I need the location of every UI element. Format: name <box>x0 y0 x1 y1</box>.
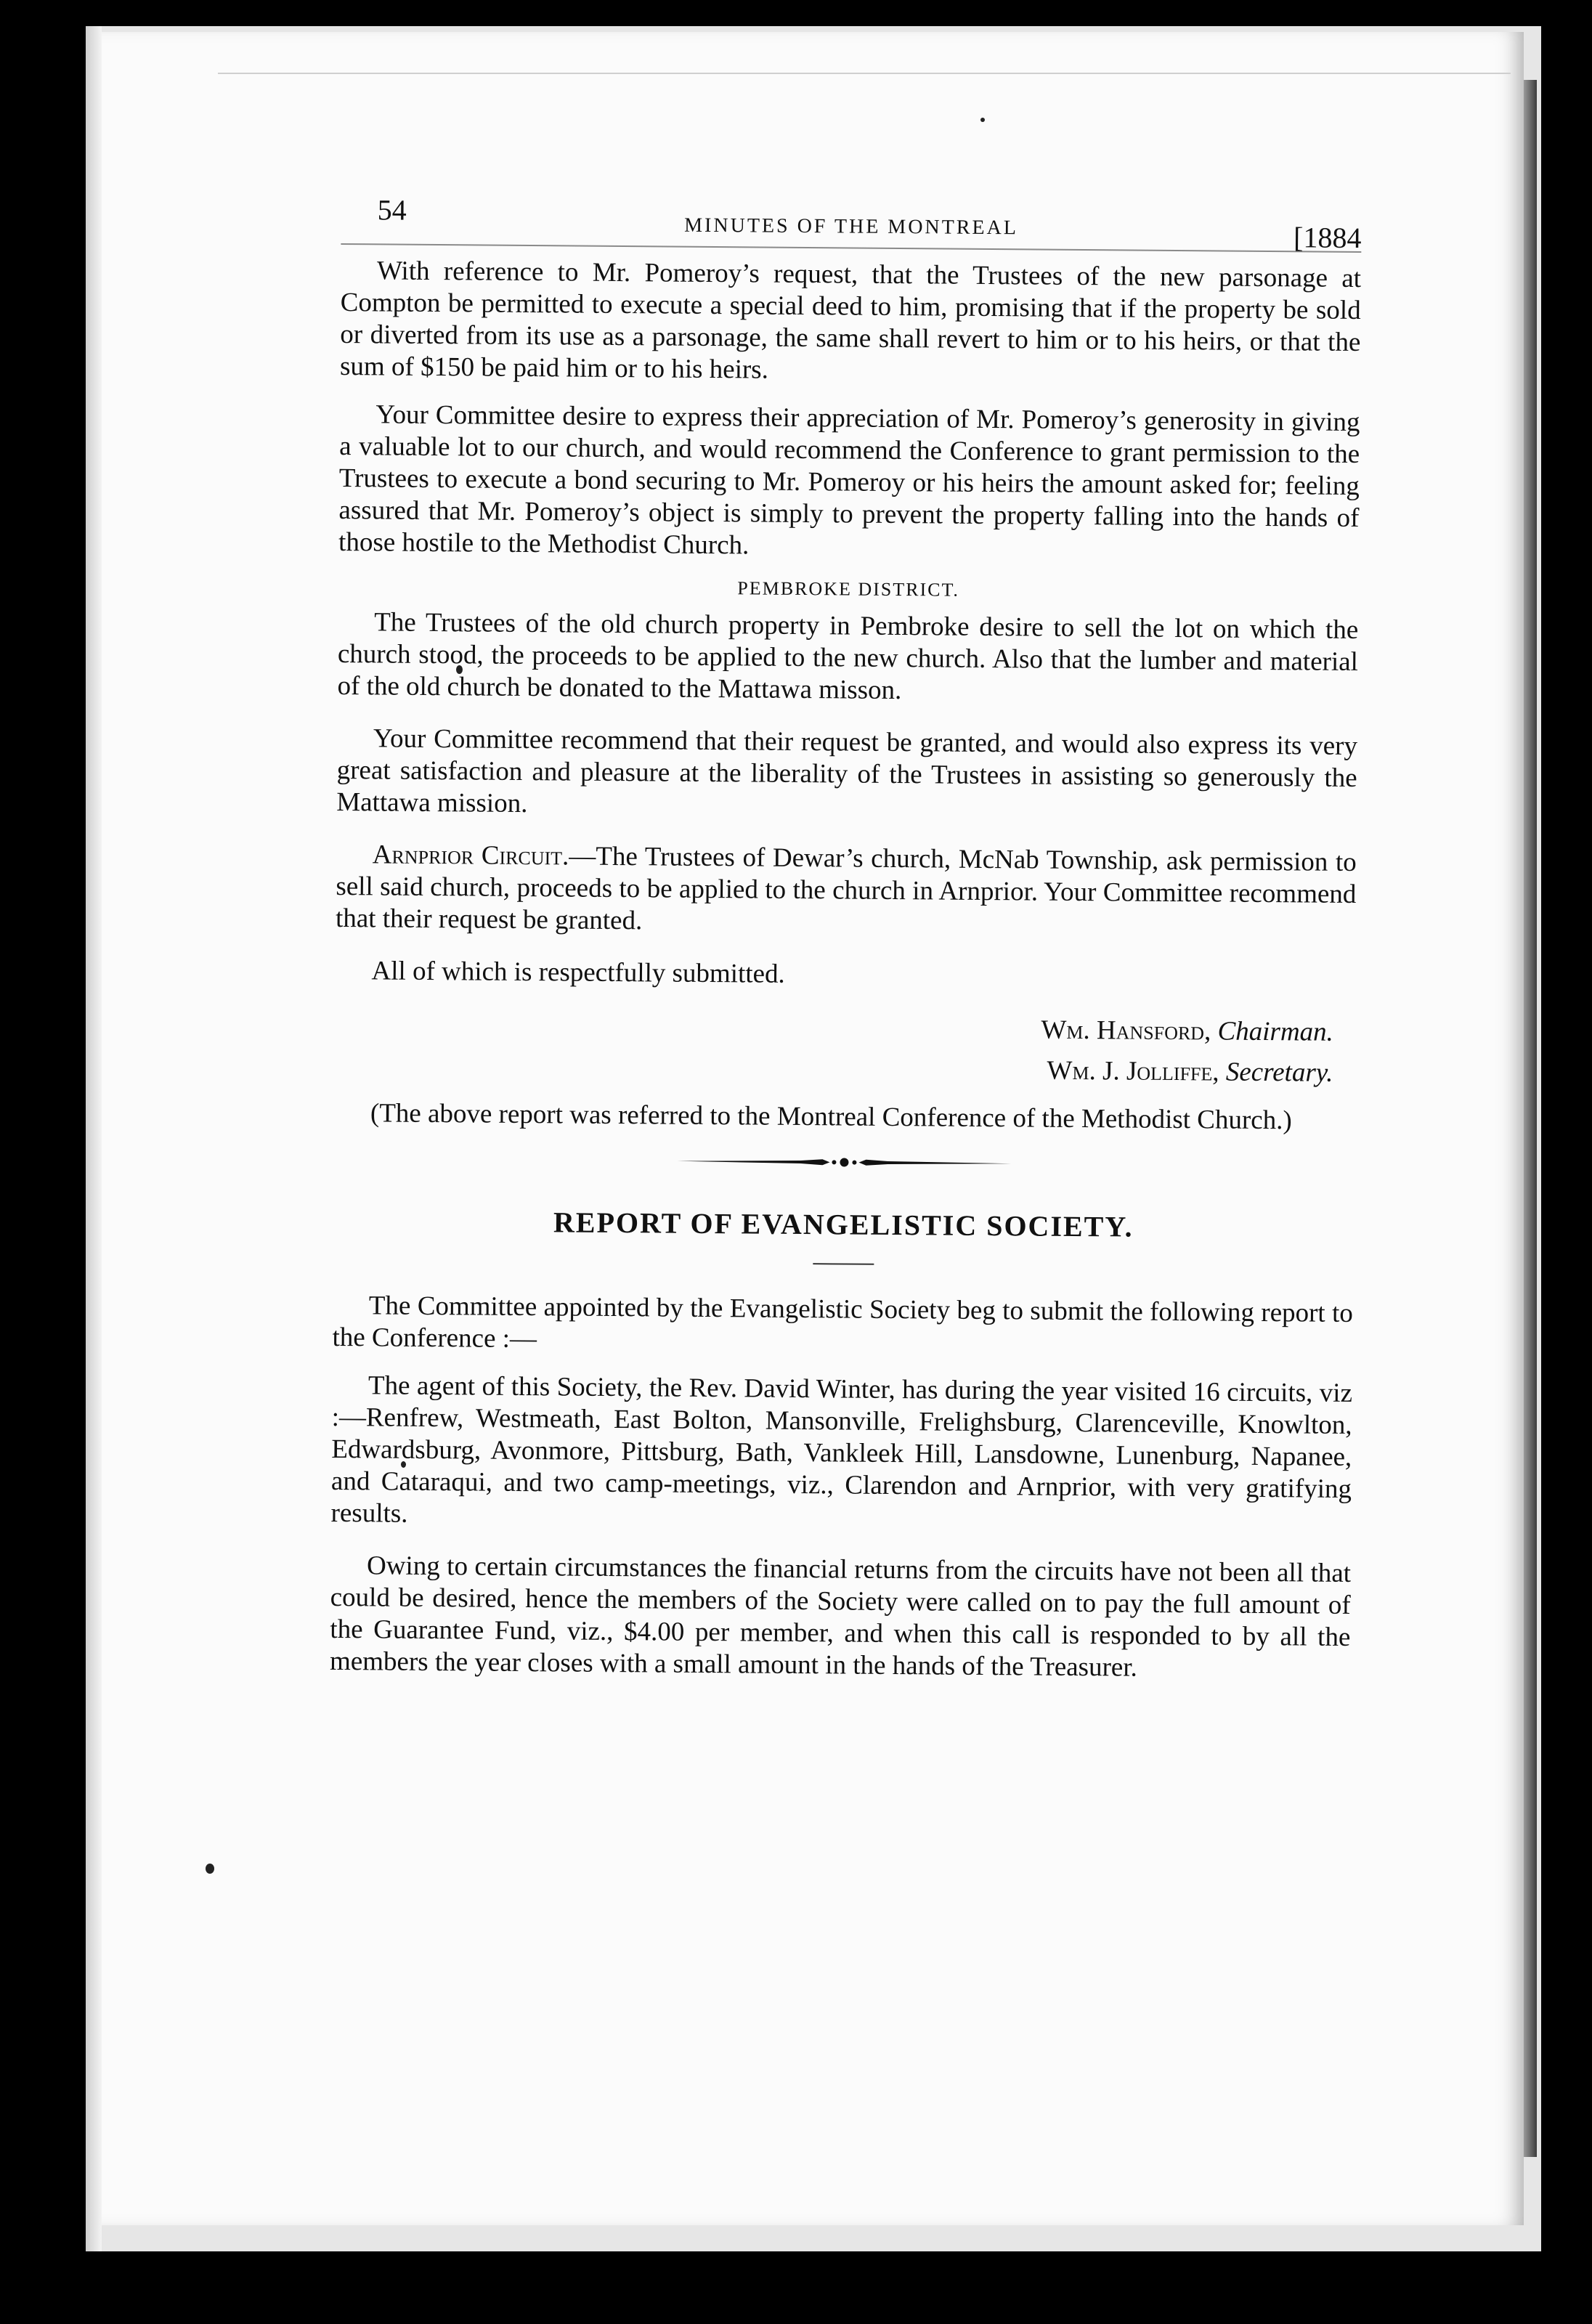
referral-note: (The above report was referred to the Montreal Conference of the Methodist Church.) <box>370 1098 1292 1136</box>
ink-speck <box>206 1864 214 1874</box>
evangelistic-paragraph-2: The agent of this Society, the Rev. David Winter, has during the year visited 16 circuits, viz :—Renfrew, Westmeath, East Bolton, Mansonville, Frelighsburg, Clarenceville, Knowlton, Edwardsburg, Avonmore, Pittsburg, Bath, Vankleek Hill, Lansdowne, Lunenburg, Napanee, and Cataraqui, and two camp-meetings, viz., Clarendon and Arnprior, with very gratifying results. <box>330 1370 1353 1529</box>
secretary-signature <box>334 1045 1333 1094</box>
header-year: [1884 <box>1293 221 1362 255</box>
compton-paragraph-2: Your Committee desire to express their appreciation of Mr. Pomeroy’s generosity in giving a valuable lot to our church, and would recommend the Conference to grant permission to the Trustees to execute a bond securing to Mr. Pomeroy or his heirs the amount asked for; feeling assured that Mr. Pomeroy’s object is simply to prevent the property falling into the hands of those hostile to the Methodist Church. <box>338 399 1360 561</box>
arnprior-paragraph <box>336 839 1357 943</box>
evangelistic-paragraph-1: The Committee appointed by the Evangelistic Society beg to submit the following report to the Conference :— <box>332 1291 1354 1354</box>
chairman-name: Wm. Hansford, <box>1041 1015 1211 1047</box>
closing-line: All of which is respectfully submitted. <box>371 956 785 989</box>
running-head: MINUTES OF THE MONTREAL <box>684 214 1019 240</box>
chairman-role: Chairman. <box>1217 1016 1334 1047</box>
signature-block <box>334 1004 1355 1094</box>
page-text <box>330 185 1362 1686</box>
arnprior-label: Arnprior Circuit. <box>372 840 569 871</box>
pembroke-paragraph-2: Your Committee recommend that their request be granted, and would also express its very great satisfaction and pleasure at the liberality of the Trustees in assisting so generously the Mattawa mission. <box>336 723 1358 819</box>
top-faint-rule <box>218 73 1511 74</box>
pembroke-paragraph-1: The Trustees of the old church property in Pembroke desire to sell the lot on which the church stood, the proceeds to be applied to the new church. Also that the lumber and material of the old church be donated to the Mattawa misson. <box>337 607 1359 706</box>
page-number: 54 <box>377 193 407 227</box>
secretary-role: Secretary. <box>1225 1057 1333 1088</box>
pembroke-heading: PEMBROKE DISTRICT. <box>737 577 960 601</box>
arnprior-text: —The Trustees of Dewar’s church, McNab Township, ask permission to sell said church, proceeds to be applied to the church in Arnprior. Your Committee recommend that their request be granted. <box>335 841 1357 936</box>
evangelistic-paragraph-3: Owing to certain circumstances the financial returns from the circuits have not been all that could be desired, hence the members of the Society were called on to pay the full amount of the Guarantee Fund, viz., $4.00 per member, and when this call is responded to by all the members the year closes with a small amount in the hands of the Treasurer. <box>329 1551 1352 1683</box>
evangelistic-report-title: REPORT OF EVANGELISTIC SOCIETY. <box>553 1206 1134 1243</box>
ornamental-divider <box>677 1153 1011 1173</box>
title-underline <box>813 1263 874 1265</box>
ink-speck <box>980 118 985 122</box>
binding-shadow <box>1524 80 1537 2157</box>
compton-paragraph-1: With reference to Mr. Pomeroy’s request, that the Trustees of the new parsonage at Compton be permitted to execute a special deed to him, promising that if the property be sold or diverted from its use as a parsonage, the same shall revert to him or to his heirs, or that the sum of $150 be paid him or to his heirs. <box>339 256 1362 385</box>
secretary-name: Wm. J. Jolliffe, <box>1047 1055 1219 1087</box>
page-header <box>341 185 1362 253</box>
page-left-edge <box>86 26 102 2251</box>
